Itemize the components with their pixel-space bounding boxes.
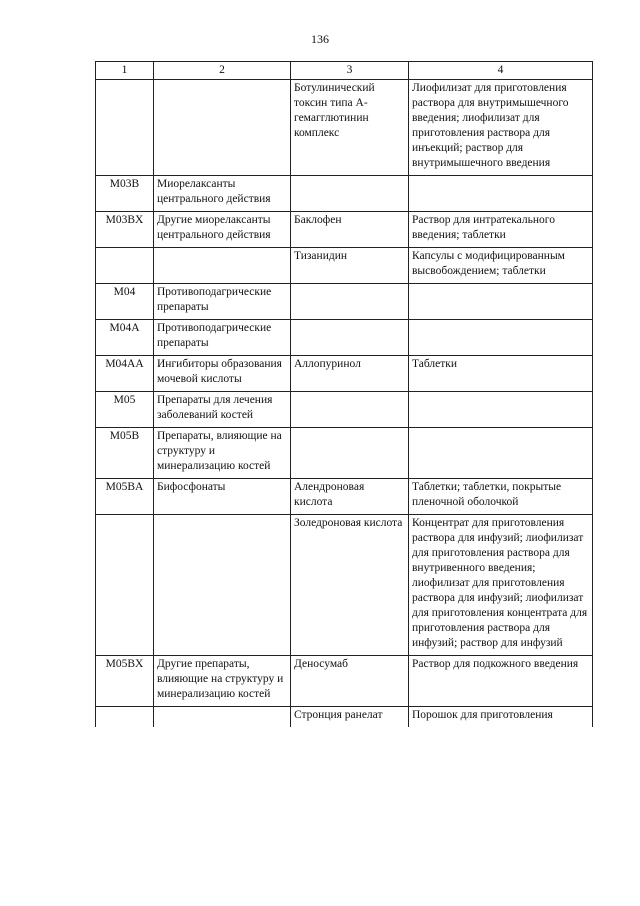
drug-name: Стронция ранелат: [291, 707, 409, 728]
header-row: [96, 62, 593, 80]
column-header-2: 2: [154, 62, 291, 80]
table-row: [96, 248, 593, 284]
drug-name: [291, 176, 409, 212]
drug-name: Алендроновая кислота: [291, 479, 409, 515]
atc-code: [96, 80, 154, 176]
atc-code: M05: [96, 392, 154, 428]
pharmacological-group: [154, 515, 291, 656]
drug-name: Золедроновая кислота: [291, 515, 409, 656]
atc-code: M04: [96, 284, 154, 320]
atc-code: M04AA: [96, 356, 154, 392]
atc-code: M03BX: [96, 212, 154, 248]
pharmacological-group: [154, 80, 291, 176]
dosage-form: Раствор для подкожного введения: [409, 656, 593, 707]
drug-name: [291, 320, 409, 356]
pharmacological-group: Бифосфонаты: [154, 479, 291, 515]
drug-name: Деносумаб: [291, 656, 409, 707]
atc-code: M04A: [96, 320, 154, 356]
drug-table: [95, 61, 593, 727]
dosage-form: Таблетки; таблетки, покрытые пленочной оболочкой: [409, 479, 593, 515]
pharmacological-group: Противоподагрические препараты: [154, 320, 291, 356]
drug-name: Баклофен: [291, 212, 409, 248]
pharmacological-group: [154, 248, 291, 284]
dosage-form: Лиофилизат для приготовления раствора для внутримышечного введения; лиофилизат для приготовления раствора для инъекций; раствор для внутримышечного введения: [409, 80, 593, 176]
table-row: [96, 80, 593, 176]
drug-name: [291, 392, 409, 428]
pharmacological-group: Миорелаксанты центрального действия: [154, 176, 291, 212]
atc-code: M03B: [96, 176, 154, 212]
dosage-form: Порошок для приготовления: [409, 707, 593, 728]
table-row: [96, 656, 593, 707]
column-header-1: 1: [96, 62, 154, 80]
dosage-form: Таблетки: [409, 356, 593, 392]
column-header-4: 4: [409, 62, 593, 80]
table-row: [96, 392, 593, 428]
dosage-form: [409, 392, 593, 428]
table-row: [96, 479, 593, 515]
atc-code: M05B: [96, 428, 154, 479]
pharmacological-group: Ингибиторы образования мочевой кислоты: [154, 356, 291, 392]
dosage-form: Концентрат для приготовления раствора для инфузий; лиофилизат для приготовления раствора для внутривенного введения; лиофилизат для приготовления раствора для инфузий; лиофилизат для приготовления концентрата для приготовления раствора для инфузий; раствор для инфузий: [409, 515, 593, 656]
table-row: [96, 515, 593, 656]
table-row: [96, 356, 593, 392]
atc-code: M05BX: [96, 656, 154, 707]
column-header-3: 3: [291, 62, 409, 80]
pharmacological-group: Другие миорелаксанты центрального действия: [154, 212, 291, 248]
dosage-form: [409, 320, 593, 356]
pharmacological-group: Препараты для лечения заболеваний костей: [154, 392, 291, 428]
atc-code: M05BA: [96, 479, 154, 515]
drug-name: [291, 284, 409, 320]
table-row: [96, 284, 593, 320]
atc-code: [96, 515, 154, 656]
dosage-form: [409, 284, 593, 320]
drug-name: Тизанидин: [291, 248, 409, 284]
table-row: [96, 428, 593, 479]
atc-code: [96, 707, 154, 728]
table-row: [96, 176, 593, 212]
table-body: [96, 80, 593, 728]
pharmacological-group: Препараты, влияющие на структуру и минерализацию костей: [154, 428, 291, 479]
page-number: 136: [311, 32, 329, 46]
pharmacological-group: Противоподагрические препараты: [154, 284, 291, 320]
dosage-form: [409, 176, 593, 212]
atc-code: [96, 248, 154, 284]
dosage-form: Раствор для интратекального введения; таблетки: [409, 212, 593, 248]
table-row: [96, 707, 593, 728]
pharmacological-group: Другие препараты, влияющие на структуру и минерализацию костей: [154, 656, 291, 707]
dosage-form: [409, 428, 593, 479]
drug-name: Аллопуринол: [291, 356, 409, 392]
table-row: [96, 212, 593, 248]
drug-name: [291, 428, 409, 479]
table-row: [96, 320, 593, 356]
dosage-form: Капсулы с модифицированным высвобождением; таблетки: [409, 248, 593, 284]
drug-name: Ботулинический токсин типа А-гемагглютинин комплекс: [291, 80, 409, 176]
pharmacological-group: [154, 707, 291, 728]
